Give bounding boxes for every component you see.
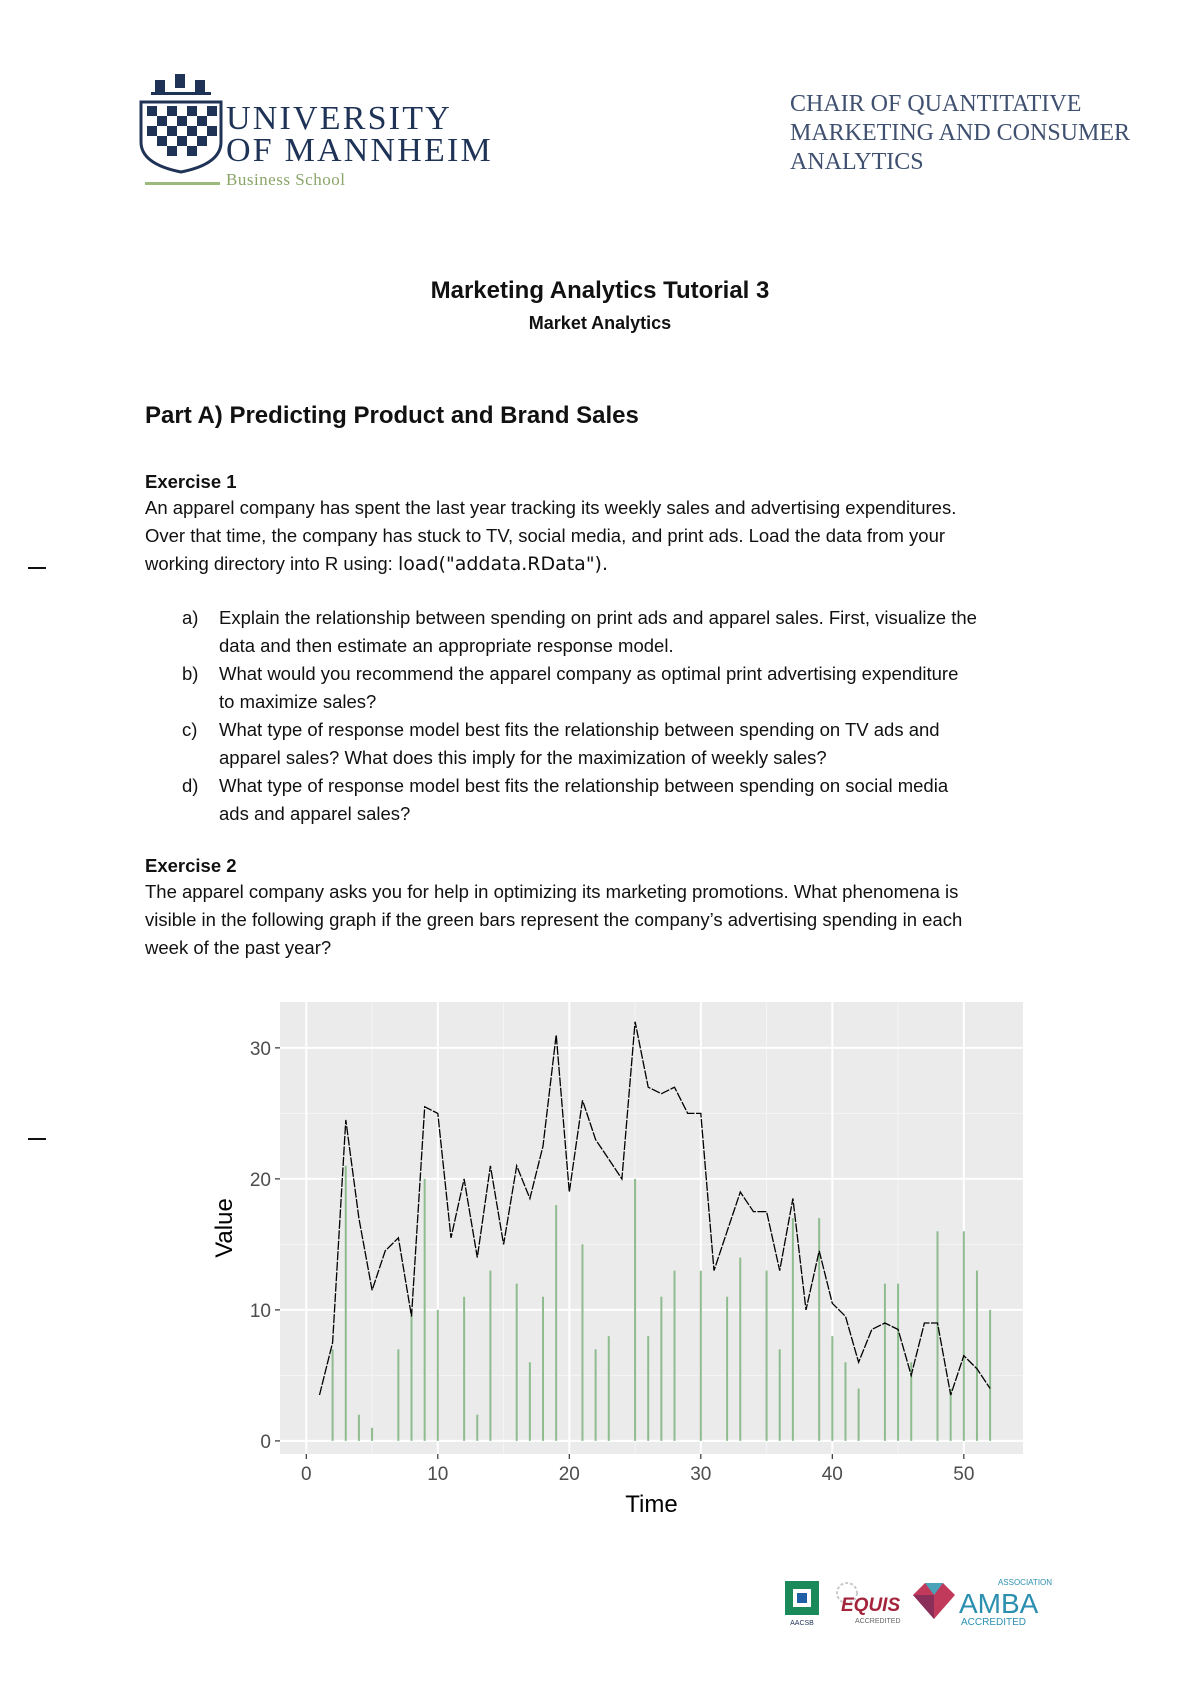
question-letter: b) xyxy=(182,663,199,684)
question-line: What would you recommend the apparel company as optimal print advertising expenditure xyxy=(219,663,959,684)
document-title: Marketing Analytics Tutorial 3 xyxy=(430,277,770,304)
chair-line: ANALYTICS xyxy=(790,149,924,175)
x-tick-label: 40 xyxy=(821,1464,843,1485)
question-item xyxy=(182,716,1082,772)
exercise1-heading: Exercise 1 xyxy=(145,471,237,492)
code-snippet: load("addata.RData"). xyxy=(397,553,609,575)
crest-icon xyxy=(133,72,228,177)
equis-logo xyxy=(837,1583,901,1625)
x-tick-label: 30 xyxy=(690,1464,712,1485)
exercise1-line: An apparel company has spent the last year tracking its weekly sales and advertising expenditures. xyxy=(145,497,957,518)
exercise1-line3-text: working directory into R using: xyxy=(145,553,398,574)
logo-text-business-school: Business School xyxy=(226,170,346,189)
question-line: to maximize sales? xyxy=(219,691,377,712)
accreditation-svg xyxy=(785,1575,1095,1635)
exercise2-heading: Exercise 2 xyxy=(145,855,237,876)
logo-text-university: UNIVERSITY xyxy=(226,100,452,137)
y-tick-label: 10 xyxy=(249,1300,271,1322)
y-axis-label: Value xyxy=(211,1198,238,1258)
x-tick-label: 50 xyxy=(953,1464,975,1485)
time-series-chart xyxy=(200,990,1050,1520)
question-line: data and then estimate an appropriate response model. xyxy=(219,635,674,656)
question-line: Explain the relationship between spending on print ads and apparel sales. First, visualize the xyxy=(219,607,977,628)
question-letter: d) xyxy=(182,775,199,796)
accreditation-logos xyxy=(785,1575,1095,1635)
amba-subtext: ACCREDITED xyxy=(961,1617,1027,1628)
y-tick-label: 30 xyxy=(249,1038,271,1060)
exercise2-line: The apparel company asks you for help in optimizing its marketing promotions. What phenomena is xyxy=(145,881,959,902)
question-letter: c) xyxy=(182,719,198,740)
question-item xyxy=(182,772,1082,828)
margin-mark xyxy=(28,1138,46,1140)
x-axis-label: Time xyxy=(625,1491,678,1518)
exercise1-body xyxy=(145,494,1075,578)
equis-text: EQUIS xyxy=(841,1595,901,1616)
y-tick-label: 0 xyxy=(260,1431,271,1453)
equis-subtext: ACCREDITED xyxy=(855,1618,901,1625)
question-line: What type of response model best fits the relationship between spending on social media xyxy=(219,775,949,796)
question-line: ads and apparel sales? xyxy=(219,803,411,824)
x-tick-label: 10 xyxy=(427,1464,449,1485)
document-subtitle: Market Analytics xyxy=(528,313,672,333)
margin-mark xyxy=(28,567,46,569)
x-tick-label: 0 xyxy=(301,1464,312,1485)
question-letter: a) xyxy=(182,607,199,628)
exercise2-line: visible in the following graph if the green bars represent the company’s advertising spending in each xyxy=(145,909,963,930)
exercise2-body xyxy=(145,878,1080,962)
exercise1-line xyxy=(145,550,1075,578)
question-item xyxy=(182,604,1082,660)
question-list xyxy=(182,604,1082,828)
logo-text-of-mannheim: OF MANNHEIM xyxy=(226,132,493,169)
x-tick-label: 20 xyxy=(558,1464,580,1485)
chair-line: MARKETING AND CONSUMER xyxy=(790,120,1131,146)
aacsb-text: AACSB xyxy=(790,1620,814,1627)
aacsb-logo xyxy=(785,1581,819,1627)
question-line: apparel sales? What does this imply for the maximization of weekly sales? xyxy=(219,747,827,768)
exercise1-line: Over that time, the company has stuck to TV, social media, and print ads. Load the data from your xyxy=(145,525,946,546)
chair-line: CHAIR OF QUANTITATIVE xyxy=(790,91,1082,117)
y-tick-label: 20 xyxy=(249,1169,271,1191)
question-line: What type of response model best fits the relationship between spending on TV ads and xyxy=(219,719,940,740)
amba-logo xyxy=(913,1578,1052,1628)
exercise2-line: week of the past year? xyxy=(145,937,332,958)
amba-text: AMBA xyxy=(959,1588,1039,1619)
university-logo xyxy=(133,72,533,197)
logo-underline xyxy=(145,182,220,185)
part-a-title: Part A) Predicting Product and Brand Sales xyxy=(145,402,639,429)
question-item xyxy=(182,660,1082,716)
chart-svg xyxy=(200,990,1050,1520)
chair-name xyxy=(790,90,1170,177)
amba-toptext: ASSOCIATION xyxy=(997,1578,1053,1587)
